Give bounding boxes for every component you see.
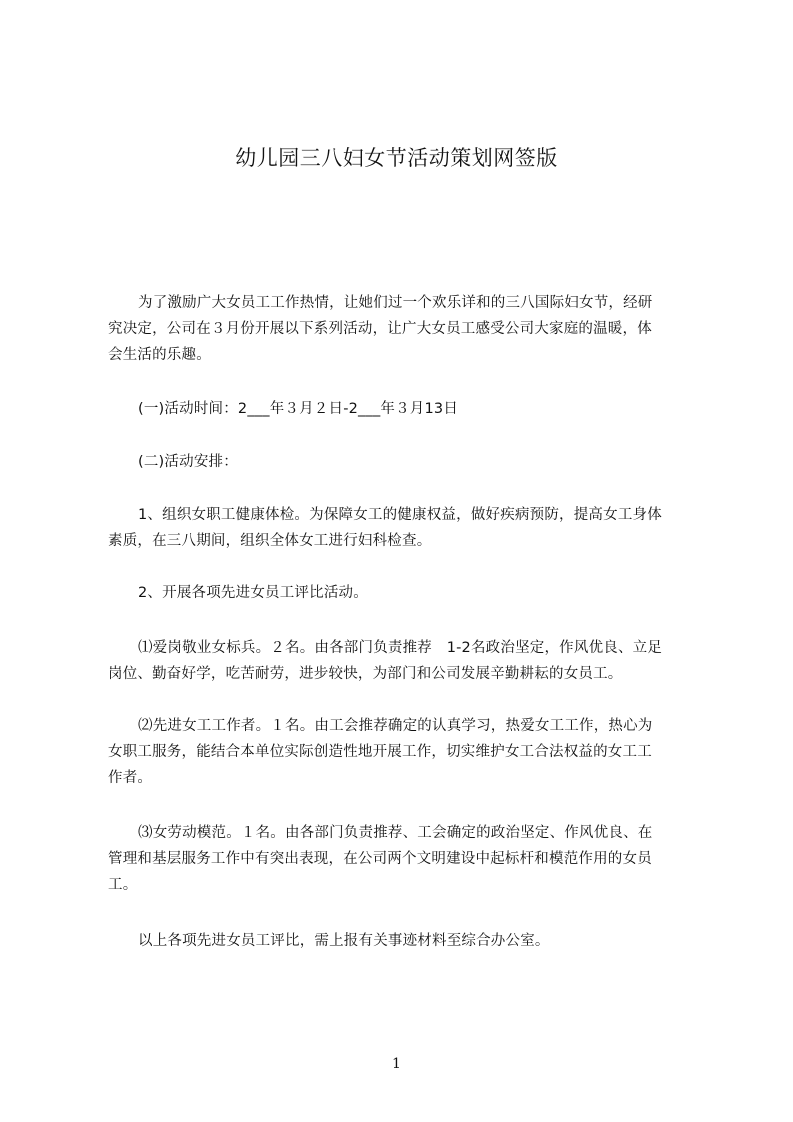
sub-item-line: ⑶女劳动模范。１名。由各部门负责推荐、工会确定的政治坚定、作风优良、在 xyxy=(138,825,653,841)
item-line: 1、组织女职工健康体检。为保障女工的健康权益，做好疾病预防，提高女工身体 xyxy=(138,507,662,523)
item-evaluation: 2、开展各项先进女员工评比活动。 xyxy=(138,585,368,601)
activity-schedule-heading: (二)活动安排： xyxy=(138,454,238,470)
sub-item-line: 女职工服务，能结合本单位实际创造性地开展工作，切实维护女工合法权益的女工工 xyxy=(108,744,652,760)
item-line: 素质，在三八期间，组织全体女工进行妇科检查。 xyxy=(108,533,432,549)
sub-item-line: 管理和基层服务工作中有突出表现，在公司两个文明建设中起标杆和模范作用的女员 xyxy=(108,851,652,867)
sub-item-model-worker xyxy=(108,635,708,687)
sub-item-labor-model xyxy=(108,820,708,898)
sub-item-line: 岗位、勤奋好学，吃苦耐劳，进步较快，为部门和公司发展辛勤耕耘的女员工。 xyxy=(108,666,623,682)
intro-line: 究决定，公司在３月份开展以下系列活动，让广大女员工感受公司大家庭的温暖，体 xyxy=(108,321,652,337)
intro-paragraph xyxy=(108,290,708,368)
intro-line: 会生活的乐趣。 xyxy=(108,347,211,363)
document-title: 幼儿园三八妇女节活动策划网签版 xyxy=(235,146,558,170)
closing-paragraph: 以上各项先进女员工评比，需上报有关事迹材料至综合办公室。 xyxy=(138,933,550,949)
intro-line: 为了激励广大女员工工作热情，让她们过一个欢乐详和的三八国际妇女节，经研 xyxy=(138,295,653,311)
sub-item-line: ⑴爱岗敬业女标兵。２名。由各部门负责推荐 1-2名政治坚定，作风优良、立足 xyxy=(138,640,663,656)
sub-item-line: 作者。 xyxy=(108,770,153,786)
sub-item-line: 工。 xyxy=(108,877,138,893)
sub-item-line: ⑵先进女工工作者。１名。由工会推荐确定的认真学习，热爱女工工作，热心为 xyxy=(138,718,653,734)
activity-time-heading: (一)活动时间：2___年３月２日-2___年３月13日 xyxy=(138,401,459,417)
item-health-check xyxy=(108,502,708,554)
sub-item-advanced-worker xyxy=(108,713,708,791)
page-number: 1 xyxy=(392,1056,401,1072)
